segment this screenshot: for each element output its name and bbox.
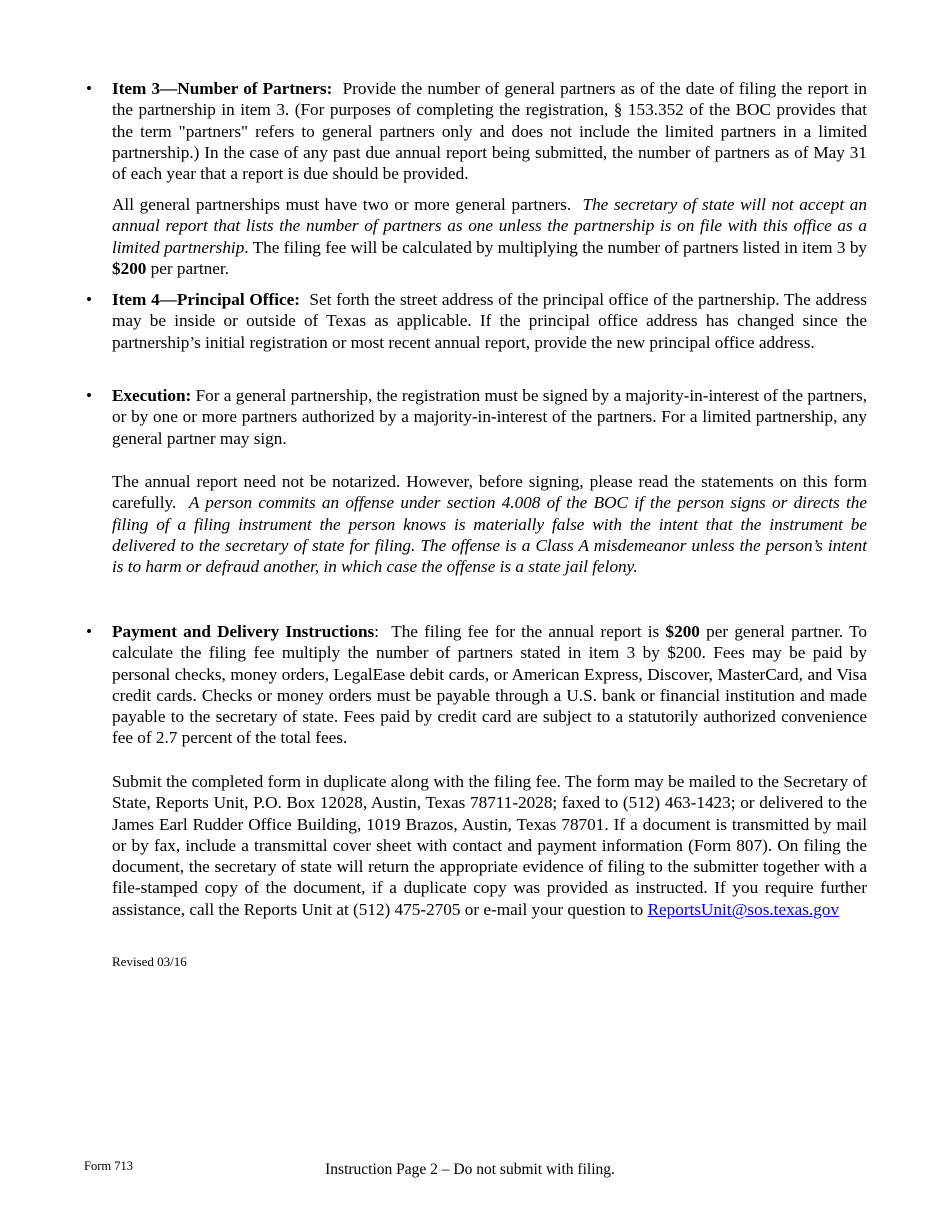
item3-paragraph xyxy=(112,78,867,184)
item3-text: Provide the number of general partners as of the date of filing the report in the partnership in item 3. (For purposes of completing the registration, § 153.352 of the BOC provides that the term "partners" refers to general partners only and does not include the limited partners in a limited partnership.) In the case of any past due annual report being submitted, the number of partners as of May 31 of each year that a report is due should be provided. xyxy=(112,79,867,184)
item3-p2-italic: The secretary of state will not accept an annual report that lists the number of partners as one unless the partnership is on file with this office as a limited partnership xyxy=(112,195,867,257)
payment-p2: Submit the completed form in duplicate along with the filing fee. The form may be mailed to the Secretary of State, Reports Unit, P.O. Box 12028, Austin, Texas 78711-2028; faxed to (512) 463-1423; or delivered to the James Earl Rudder Office Building, 1019 Brazos, Austin, Texas 78701. If a document is transmitted by mail or by fax, include a transmittal cover sheet with contact and payment information (Form 807). On filing the document, the secretary of state will return the appropriate evidence of filing to the submitter together with a file-stamped copy of the document, if a duplicate copy was provided as instructed. If you require further assistance, call the Reports Unit at (512) 475-2705 or e-mail your question to xyxy=(112,772,867,919)
item3-second-paragraph xyxy=(112,194,867,279)
footer-instruction: Instruction Page 2 – Do not submit with filing. xyxy=(325,1161,615,1178)
payment-colon: : xyxy=(374,622,380,641)
email-link[interactable]: ReportsUnit@sos.texas.gov xyxy=(647,899,840,919)
execution-p2-a: The annual report need not be notarized. However, before signing, please read the statements on this form carefully. xyxy=(112,472,867,513)
item3-fee: $200 xyxy=(112,258,147,278)
payment-text-a: The filing fee for the annual report is xyxy=(391,622,660,641)
bullet: • xyxy=(85,79,93,98)
execution-title: Execution: xyxy=(112,386,192,405)
execution-p2-italic: A person commits an offense under section 4.008 of the BOC if the person signs or directs the filing of a filing instrument the person knows is materially false with the intent that the instrument be delivered to the secretary of state for filing. The offense is a Class A misdemeanor unless the person’s intent is to harm or defraud another, in which case the offense is a state jail felony. xyxy=(112,493,867,577)
payment-fee: $200 xyxy=(665,622,700,641)
item3-p2-b: . The filing fee will be calculated by multiplying the number of partners listed in item 3 by xyxy=(244,237,868,257)
item4-text: Set forth the street address of the principal office of the partnership. The address may be inside or outside of Texas as applicable. If the principal office address has changed since the partnership’s initial registration or most recent annual report, provide the new principal office address. xyxy=(112,290,867,352)
payment-second-paragraph xyxy=(112,771,867,920)
item3-p2-a: All general partnerships must have two or more general partners. xyxy=(112,195,572,214)
bullet: • xyxy=(85,622,93,641)
bullet: • xyxy=(85,386,93,405)
execution-second-paragraph xyxy=(112,471,867,577)
execution-paragraph xyxy=(112,385,867,449)
payment-text-b: per general partner. To calculate the filing fee multiply the number of partners stated in item 3 by $200. Fees may be paid by personal checks, money orders, LegalEase debit cards, or American Express, Discover, MasterCard, and Visa credit cards. Checks or money orders must be payable through a U.S. bank or financial institution and made payable to the secretary of state. Fees paid by credit card are subject to a statutorily authorized convenience fee of 2.7 percent of the total fees. xyxy=(112,622,867,748)
payment-title: Payment and Delivery Instructions xyxy=(112,622,375,641)
item3-p2-c: per partner. xyxy=(150,258,229,278)
item4-paragraph xyxy=(112,289,867,353)
item4-title: Item 4—Principal Office: xyxy=(112,290,300,309)
revised-date: Revised 03/16 xyxy=(112,954,187,969)
bullet: • xyxy=(85,290,93,309)
execution-text: For a general partnership, the registration must be signed by a majority-in-interest of the partners, or by one or more partners authorized by a majority-in-interest of the partners. For a limited partnership, any general partner may sign. xyxy=(112,386,867,448)
item3-title: Item 3—Number of Partners: xyxy=(112,79,333,98)
form-number: Form 713 xyxy=(84,1159,133,1173)
payment-paragraph xyxy=(112,621,867,749)
